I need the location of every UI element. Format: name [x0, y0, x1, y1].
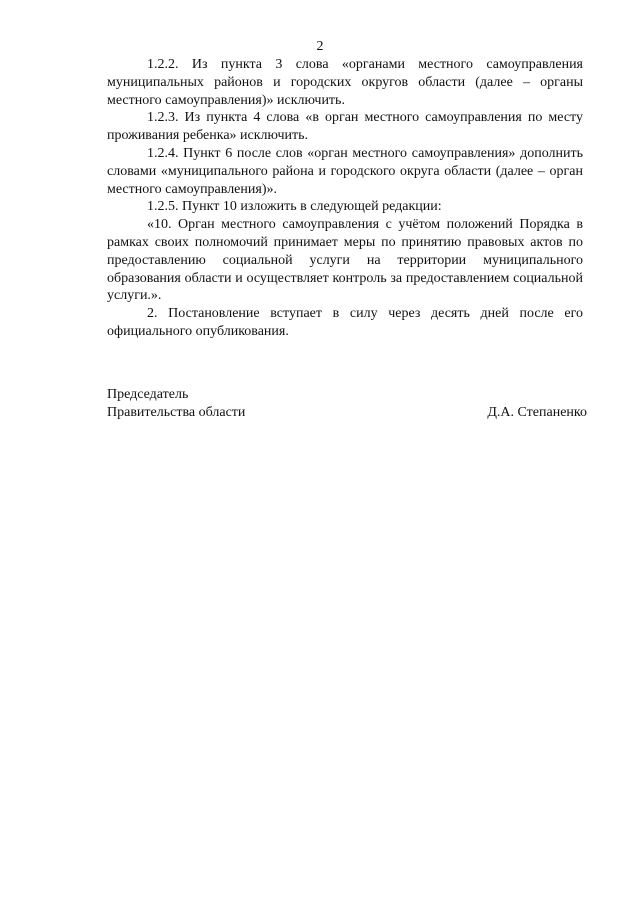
page-number: 2: [316, 39, 324, 54]
signature-line: [107, 404, 587, 422]
paragraph-2-effective-date: 2. Постановление вступает в силу через десять дней после его официального опубликования.: [107, 306, 583, 339]
signatory-title-line-1: Председатель: [107, 387, 189, 402]
paragraph-1-2-3: 1.2.3. Из пункта 4 слова «в орган местного самоуправления по месту проживания ребенка» исключить.: [107, 110, 583, 144]
paragraph-1-2-5: 1.2.5. Пункт 10 изложить в следующей редакции:: [147, 199, 442, 215]
document-body: [107, 56, 583, 341]
signatory-title-line-2: Правительства области: [107, 404, 246, 420]
paragraph-1-2-4: 1.2.4. Пункт 6 после слов «орган местного самоуправления» дополнить словами «муниципального района и городского округа области (далее – орган местного самоуправления)».: [107, 145, 583, 197]
signature-block: [107, 386, 587, 422]
signatory-name: Д.А. Степаненко: [487, 404, 587, 420]
paragraph-1-2-2: 1.2.2. Из пункта 3 слова «органами местного самоуправления муниципальных районов и городских округов области (далее – органы местного самоуправления)» исключить.: [107, 57, 583, 108]
paragraph-new-item-10: «10. Орган местного самоуправления с учётом положений Порядка в рамках своих полномочий принимает меры по принятию правовых актов по предоставлению социальной услуги на территории муниципального образования области и осуществляет контроль за предоставлением социальной услуги.».: [107, 217, 583, 304]
